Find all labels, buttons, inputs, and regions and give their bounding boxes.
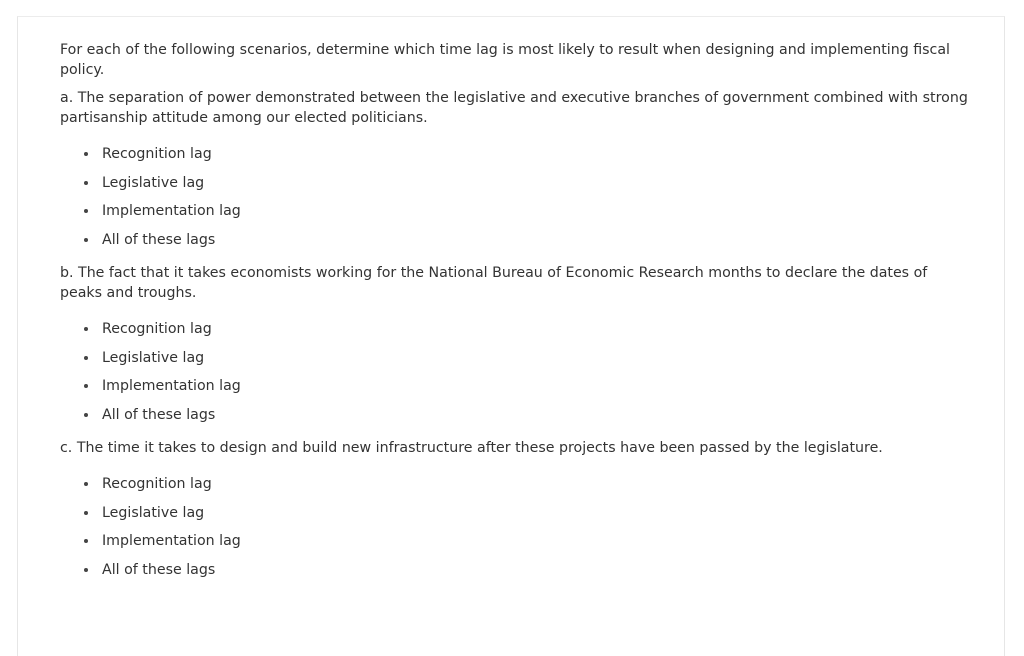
question-c-options	[60, 470, 970, 584]
bullet-icon	[84, 482, 88, 486]
option-label: Implementation lag	[102, 533, 241, 549]
bullet-icon	[84, 356, 88, 360]
bullet-icon	[84, 539, 88, 543]
option-implementation-lag[interactable]	[60, 372, 970, 401]
bullet-icon	[84, 209, 88, 213]
option-label: Recognition lag	[102, 321, 212, 337]
option-all-lags[interactable]	[60, 226, 970, 255]
option-all-lags[interactable]	[60, 556, 970, 585]
bullet-icon	[84, 238, 88, 242]
option-implementation-lag[interactable]	[60, 197, 970, 226]
bullet-icon	[84, 384, 88, 388]
option-recognition-lag[interactable]	[60, 470, 970, 499]
question-c-prompt: c. The time it takes to design and build new infrastructure after these projects have been passed by the legislature.	[60, 440, 883, 456]
option-label: Implementation lag	[102, 203, 241, 219]
option-recognition-lag[interactable]	[60, 315, 970, 344]
option-label: All of these lags	[102, 406, 216, 423]
bullet-icon	[84, 152, 88, 156]
option-legislative-lag[interactable]	[60, 499, 970, 528]
option-label: Recognition lag	[102, 476, 212, 492]
question-a-options	[60, 140, 970, 254]
option-all-lags[interactable]	[60, 401, 970, 430]
bullet-icon	[84, 327, 88, 331]
bullet-icon	[84, 568, 88, 572]
question-a-prompt: a. The separation of power demonstrated between the legislative and executive branches of government combined with strong partisanship attitude among our elected politicians.	[60, 90, 968, 126]
option-legislative-lag[interactable]	[60, 169, 970, 198]
bullet-icon	[84, 413, 88, 417]
option-legislative-lag[interactable]	[60, 344, 970, 373]
question-b-prompt: b. The fact that it takes economists working for the National Bureau of Economic Research months to declare the dates of peaks and troughs.	[60, 265, 928, 301]
option-label: All of these lags	[102, 561, 216, 578]
option-label: Recognition lag	[102, 146, 212, 162]
option-label: Legislative lag	[102, 174, 205, 191]
question-content	[60, 40, 970, 593]
option-label: Legislative lag	[102, 349, 205, 366]
question-b-options	[60, 315, 970, 429]
bullet-icon	[84, 511, 88, 515]
option-label: Implementation lag	[102, 378, 241, 394]
option-implementation-lag[interactable]	[60, 527, 970, 556]
instructions-text: For each of the following scenarios, determine which time lag is most likely to result when designing and implementing fiscal policy.	[60, 42, 950, 78]
option-label: All of these lags	[102, 231, 216, 248]
bullet-icon	[84, 181, 88, 185]
option-recognition-lag[interactable]	[60, 140, 970, 169]
option-label: Legislative lag	[102, 504, 205, 521]
